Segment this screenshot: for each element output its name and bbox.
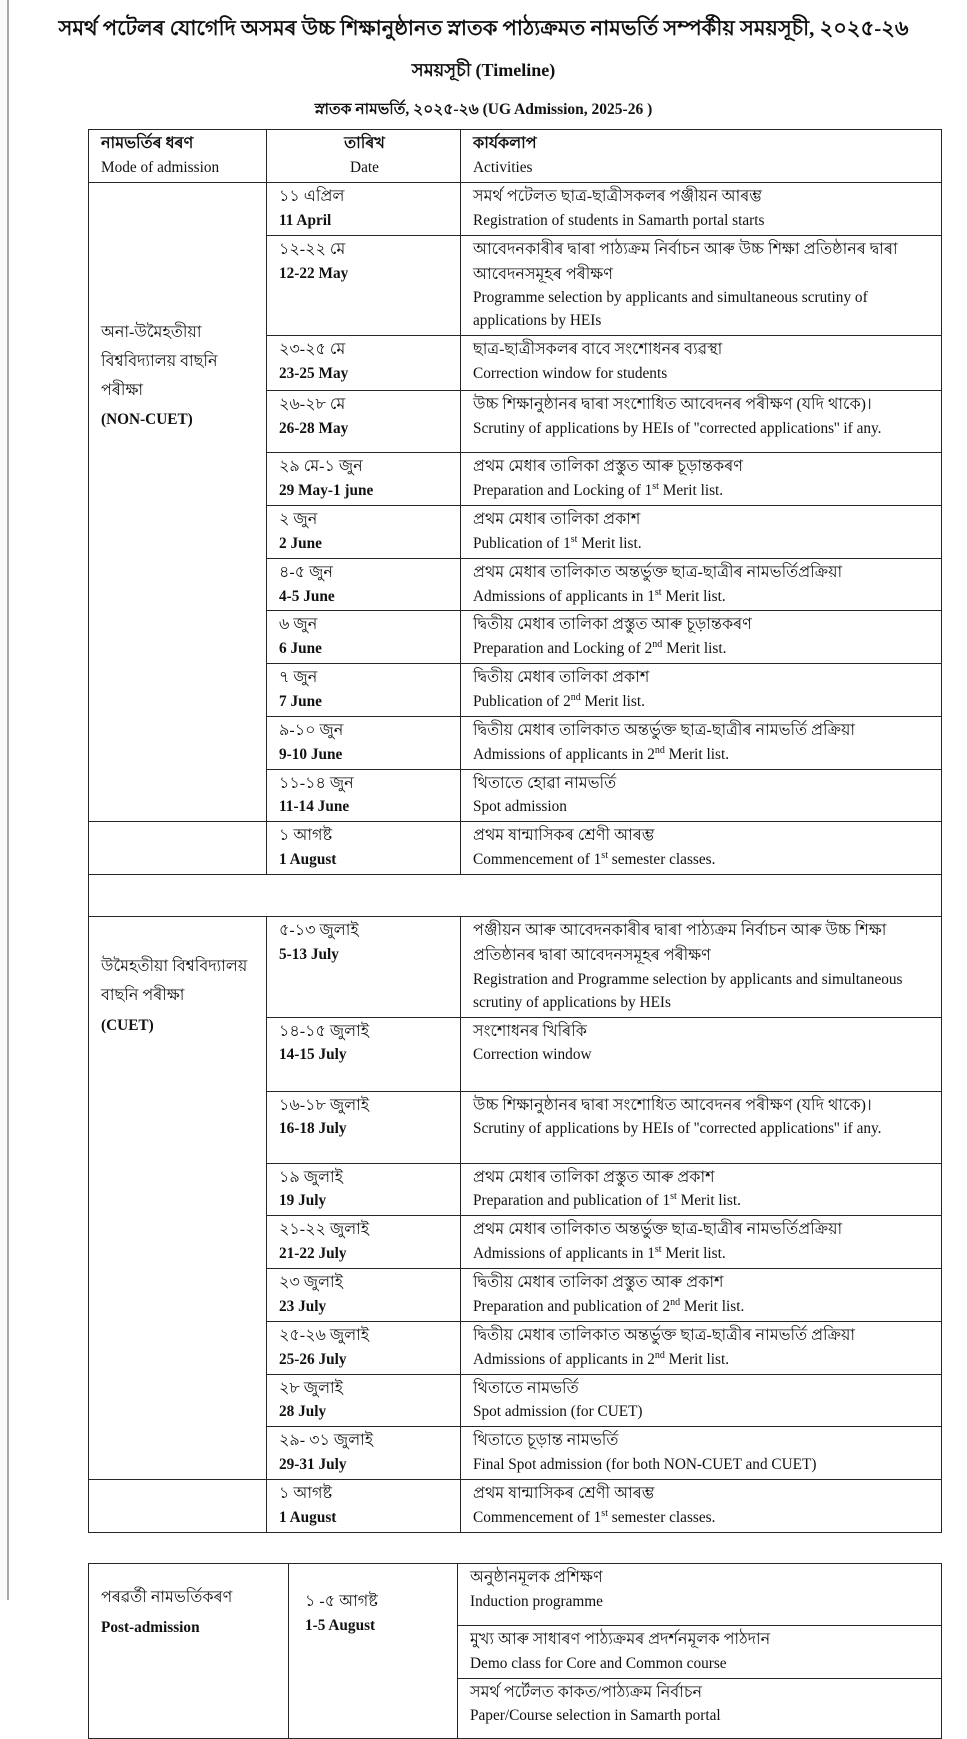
date-assamese: ১১ এপ্ৰিল: [279, 188, 345, 206]
activity-assamese: দ্বিতীয় মেধাৰ তালিকা প্ৰস্তুত আৰু চূড়ান্তকৰণ: [473, 616, 752, 634]
activity-assamese: প্ৰথম মেধাৰ তালিকা প্ৰস্তুত আৰু চূড়ান্তকৰণ: [473, 458, 743, 476]
activity-assamese: প্ৰথম ষান্মাসিকৰ শ্ৰেণী আৰম্ভ: [473, 827, 655, 845]
activity-cell: [461, 558, 942, 611]
date-english: 16-18 July: [279, 1120, 347, 1138]
activity-assamese: উচ্চ শিক্ষানুষ্ঠানৰ দ্বাৰা সংশোধিত আবেদনৰ পৰীক্ষণ (যদি থাকে)।: [473, 1096, 872, 1114]
activity-english: Preparation and publication of 2nd Merit list.: [473, 1296, 745, 1315]
activity-assamese: প্ৰথম মেধাৰ তালিকা প্ৰস্তুত আৰু প্ৰকাশ: [473, 1168, 715, 1186]
date-assamese: ৯-১০ জুন: [279, 721, 344, 739]
activity-english: Preparation and Locking of 2nd Merit list.: [473, 639, 727, 658]
date-english: 1-5 August: [305, 1616, 376, 1634]
date-cell: [267, 336, 461, 391]
date-assamese: ২৯ মে-১ জুন: [279, 458, 363, 476]
date-cell: [267, 1427, 461, 1480]
header-date-english: Date: [350, 159, 379, 177]
date-assamese: ১৬-১৮ জুলাই: [279, 1096, 370, 1114]
activity-english: Admissions of applicants in 1st Merit list.: [473, 586, 726, 605]
mode-code: (NON-CUET): [101, 411, 193, 429]
date-assamese: ৪-৫ জুন: [279, 563, 333, 581]
activity-cell: [461, 716, 942, 769]
table-row: [89, 917, 942, 1017]
date-assamese: ২৮ জুলাই: [279, 1379, 343, 1397]
activity-english: Correction window for students: [473, 365, 668, 383]
activity-assamese: আবেদনকাৰীৰ দ্বাৰা পাঠ্যক্ৰম নিৰ্বাচন আৰু উচ্চ শিক্ষা প্ৰতিষ্ঠানৰ দ্বাৰা আবেদনসমূহৰ পৰীক্ষণ: [473, 240, 898, 283]
activity-cell: [461, 336, 942, 391]
date-cell: [267, 1374, 461, 1427]
activity-cell: [461, 183, 942, 236]
date-cell: [267, 183, 461, 236]
date-english: 11 April: [279, 211, 332, 229]
date-english: 23-25 May: [279, 365, 349, 383]
activity-assamese: থিতাতে হোৱা নামভৰ্তি: [473, 774, 617, 792]
activity-english: Spot admission (for CUET): [473, 1403, 643, 1421]
header-activities-cell: [461, 130, 942, 183]
activity-english: Publication of 2nd Merit list.: [473, 691, 645, 711]
date-assamese: ১১-১৪ জুন: [279, 774, 354, 792]
table-gap: [0, 1533, 967, 1563]
page-title: সমৰ্থ পটেলৰ যোগেদি অসমৰ উচ্চ শিক্ষানুষ্ঠানত স্নাতক পাঠ্যক্ৰমত নামভৰ্তি সম্পৰ্কীয় সময়সূচী, ২০২৫-২৬: [58, 16, 909, 40]
activity-assamese: থিতাতে নামভৰ্তি: [473, 1379, 579, 1397]
date-assamese: ১ -৫ আগষ্ট: [305, 1592, 378, 1610]
date-cell: [267, 391, 461, 453]
activity-english: Correction window: [473, 1046, 592, 1064]
mode-cell-post-admission: [89, 1563, 289, 1738]
header-activities-assamese: কাৰ্যকলাপ: [473, 135, 537, 153]
activity-cell: [461, 1017, 942, 1091]
activity-english: Preparation and publication of 1st Merit list.: [473, 1191, 741, 1210]
activity-english: Admissions of applicants in 2nd Merit list.: [473, 744, 730, 763]
table-row: [89, 1480, 942, 1533]
table-caption: স্নাতক নামভৰ্তি, ২০২৫-২৬ (UG Admission, 2025-26 ): [314, 101, 653, 119]
date-assamese: ১ আগষ্ট: [279, 827, 333, 845]
date-english: 1 August: [279, 1508, 337, 1526]
date-english: 6 June: [279, 640, 322, 658]
date-cell: [289, 1563, 458, 1738]
mode-assamese: পৰৱৰ্তী নামভৰ্তিকৰণ: [101, 1588, 233, 1606]
table-row: [89, 183, 942, 236]
activity-english: Induction programme: [470, 1592, 603, 1610]
timeline-subtitle: সময়সূচী (Timeline): [411, 60, 556, 81]
activity-english: Admissions of applicants in 1st Merit list.: [473, 1244, 726, 1263]
activity-cell: [458, 1678, 942, 1738]
date-english: 7 June: [279, 693, 322, 711]
date-cell: [267, 1321, 461, 1374]
date-assamese: ২৩ জুলাই: [279, 1274, 344, 1292]
date-english: 28 July: [279, 1403, 327, 1421]
activity-english: Demo class for Core and Common course: [470, 1654, 727, 1672]
activity-cell: [461, 1480, 942, 1533]
activity-assamese: দ্বিতীয় মেধাৰ তালিকা প্ৰস্তুত আৰু প্ৰকাশ: [473, 1274, 724, 1292]
header-date-assamese: তাৰিখ: [344, 135, 385, 153]
mode-cell-cuet: [89, 917, 267, 1480]
mode-english: Post-admission: [101, 1618, 200, 1636]
date-english: 12-22 May: [279, 264, 349, 282]
date-cell: [267, 453, 461, 506]
admission-timeline-table: [88, 129, 942, 1532]
date-english: 1 August: [279, 851, 337, 869]
table-header-row: [89, 130, 942, 183]
date-cell: [267, 664, 461, 717]
activity-assamese: উচ্চ শিক্ষানুষ্ঠানৰ দ্বাৰা সংশোধিত আবেদনৰ পৰীক্ষণ (যদি থাকে)।: [473, 396, 872, 414]
activity-english: Commencement of 1st semester classes.: [473, 1507, 716, 1526]
date-cell: [267, 822, 461, 875]
date-cell: [267, 917, 461, 1017]
mode-assamese: অনা-উমৈহতীয়া বিশ্ববিদ্যালয় বাছনি পৰীক্ষা: [101, 324, 218, 399]
activity-cell: [458, 1625, 942, 1678]
mode-cell-empty: [89, 822, 267, 875]
activity-assamese: সমৰ্থ পটেলত ছাত্ৰ-ছাত্ৰীসকলৰ পঞ্জীয়ন আৰম্ভ: [473, 188, 762, 206]
mode-cell-empty: [89, 1480, 267, 1533]
activity-assamese: প্ৰথম মেধাৰ তালিকাত অন্তৰ্ভুক্ত ছাত্ৰ-ছাত্ৰীৰ নামভৰ্তিপ্ৰক্ৰিয়া: [473, 563, 843, 581]
header-mode-cell: [89, 130, 267, 183]
activity-english: Final Spot admission (for both NON-CUET and CUET): [473, 1456, 817, 1474]
table-row: [89, 822, 942, 875]
date-assamese: ১ আগষ্ট: [279, 1485, 333, 1503]
header-mode-english: Mode of admission: [101, 159, 220, 177]
date-english: 21-22 July: [279, 1245, 347, 1263]
date-english: 29-31 July: [279, 1456, 347, 1474]
section-spacer-row: [89, 875, 942, 917]
activity-assamese: সমৰ্থ পৰ্টেলত কাকত/পাঠ্যক্ৰম নিৰ্বাচন: [470, 1683, 703, 1701]
date-assamese: ৫-১৩ জুলাই: [279, 922, 359, 940]
date-assamese: ২৬-২৮ মে: [279, 396, 346, 414]
activity-assamese: প্ৰথম ষান্মাসিকৰ শ্ৰেণী আৰম্ভ: [473, 1485, 655, 1503]
date-assamese: ২ জুন: [279, 511, 318, 529]
activity-cell: [461, 917, 942, 1017]
activity-cell: [461, 1427, 942, 1480]
activity-assamese: প্ৰথম মেধাৰ তালিকা প্ৰকাশ: [473, 511, 641, 529]
date-english: 29 May-1 june: [279, 482, 374, 500]
activity-english: Paper/Course selection in Samarth portal: [470, 1707, 721, 1725]
date-english: 25-26 July: [279, 1350, 347, 1368]
date-cell: [267, 1216, 461, 1269]
activity-assamese: থিতাতে চূড়ান্ত নামভৰ্তি: [473, 1432, 619, 1450]
activity-assamese: পঞ্জীয়ন আৰু আবেদনকাৰীৰ দ্বাৰা পাঠ্যক্ৰম নিৰ্বাচন আৰু উচ্চ শিক্ষা প্ৰতিষ্ঠানৰ দ্বাৰা আবেদনসমূহৰ পৰীক্ষণ: [473, 922, 887, 964]
activity-assamese: মুখ্য আৰু সাধাৰণ পাঠ্যক্ৰমৰ প্ৰদৰ্শনমূলক পাঠদান: [470, 1630, 771, 1648]
date-cell: [267, 235, 461, 335]
date-assamese: ২৩-২৫ মে: [279, 341, 346, 359]
date-cell: [267, 1017, 461, 1091]
date-english: 11-14 June: [279, 798, 350, 816]
mode-code: (CUET): [101, 1016, 154, 1034]
post-admission-table: [88, 1563, 942, 1739]
date-cell: [267, 769, 461, 822]
activity-english: Registration of students in Samarth portal starts: [473, 211, 765, 229]
activity-english: Scrutiny of applications by HEIs of ''corrected applications'' if any.: [473, 420, 882, 438]
activity-assamese: প্ৰথম মেধাৰ তালিকাত অন্তৰ্ভুক্ত ছাত্ৰ-ছাত্ৰীৰ নামভৰ্তিপ্ৰক্ৰিয়া: [473, 1221, 843, 1239]
table-row: [89, 1563, 942, 1625]
date-cell: [267, 558, 461, 611]
activity-assamese: ছাত্ৰ-ছাত্ৰীসকলৰ বাবে সংশোধনৰ ব্যৱস্থা: [473, 341, 723, 359]
activity-cell: [461, 664, 942, 717]
activity-cell: [461, 453, 942, 506]
activity-cell: [461, 1269, 942, 1322]
date-cell: [267, 1269, 461, 1322]
activity-english: Publication of 1st Merit list.: [473, 533, 642, 552]
date-assamese: ৭ জুন: [279, 669, 318, 687]
activity-cell: [461, 1321, 942, 1374]
date-assamese: ২৯- ৩১ জুলাই: [279, 1432, 374, 1450]
activity-english: Commencement of 1st semester classes.: [473, 850, 716, 869]
activity-cell: [461, 1163, 942, 1216]
date-english: 14-15 July: [279, 1046, 347, 1064]
activity-english: Preparation and Locking of 1st Merit list.: [473, 480, 724, 500]
date-english: 5-13 July: [279, 945, 339, 963]
date-assamese: ২৫-২৬ জুলাই: [279, 1326, 370, 1344]
activity-cell: [461, 769, 942, 822]
activity-cell: [461, 391, 942, 453]
date-cell: [267, 1480, 461, 1533]
activity-cell: [461, 506, 942, 559]
header-date-cell: [267, 130, 461, 183]
activity-assamese: অনুষ্ঠানমূলক প্ৰশিক্ষণ: [470, 1568, 603, 1586]
activity-assamese: দ্বিতীয় মেধাৰ তালিকাত অন্তৰ্ভুক্ত ছাত্ৰ-ছাত্ৰীৰ নামভৰ্তি প্ৰক্ৰিয়া: [473, 721, 856, 739]
activity-cell: [461, 1374, 942, 1427]
date-cell: [267, 611, 461, 664]
activity-assamese: দ্বিতীয় মেধাৰ তালিকাত অন্তৰ্ভুক্ত ছাত্ৰ-ছাত্ৰীৰ নামভৰ্তি প্ৰক্ৰিয়া: [473, 1326, 856, 1344]
date-assamese: ১৪-১৫ জুলাই: [279, 1022, 370, 1040]
date-cell: [267, 506, 461, 559]
date-assamese: ১৯ জুলাই: [279, 1168, 343, 1186]
activity-cell: [458, 1563, 942, 1625]
header-activities-english: Activities: [473, 159, 533, 177]
activity-english: Admissions of applicants in 2nd Merit list.: [473, 1349, 730, 1368]
activity-english: Spot admission: [473, 798, 567, 816]
date-english: 19 July: [279, 1192, 327, 1210]
mode-assamese: উমৈহতীয়া বিশ্ববিদ্যালয় বাছনি পৰীক্ষা: [101, 958, 248, 1004]
activity-cell: [461, 1216, 942, 1269]
date-assamese: ৬ জুন: [279, 616, 318, 634]
date-english: 4-5 June: [279, 587, 335, 605]
date-english: 2 June: [279, 534, 322, 552]
mode-cell-non-cuet: [89, 183, 267, 822]
activity-cell: [461, 235, 942, 335]
date-cell: [267, 1163, 461, 1216]
date-cell: [267, 716, 461, 769]
activity-english: Scrutiny of applications by HEIs of ''corrected applications'' if any.: [473, 1120, 882, 1138]
date-cell: [267, 1091, 461, 1163]
activity-english: Programme selection by applicants and simultaneous scrutiny of applications by HEIs: [473, 289, 868, 330]
date-english: 26-28 May: [279, 420, 349, 438]
date-assamese: ২১-২২ জুলাই: [279, 1221, 370, 1239]
activity-cell: [461, 611, 942, 664]
activity-english: Registration and Programme selection by applicants and simultaneous scrutiny of applications by HEIs: [473, 970, 903, 1011]
date-english: 23 July: [279, 1297, 327, 1315]
activity-cell: [461, 822, 942, 875]
date-assamese: ১২-২২ মে: [279, 240, 346, 258]
spacer-cell: [89, 875, 942, 917]
activity-assamese: দ্বিতীয় মেধাৰ তালিকা প্ৰকাশ: [473, 669, 650, 687]
activity-assamese: সংশোধনৰ খিৰিকি: [473, 1022, 587, 1040]
header-mode-assamese: নামভৰ্তিৰ ধৰণ: [101, 135, 194, 153]
activity-cell: [461, 1091, 942, 1163]
date-english: 9-10 June: [279, 745, 343, 763]
